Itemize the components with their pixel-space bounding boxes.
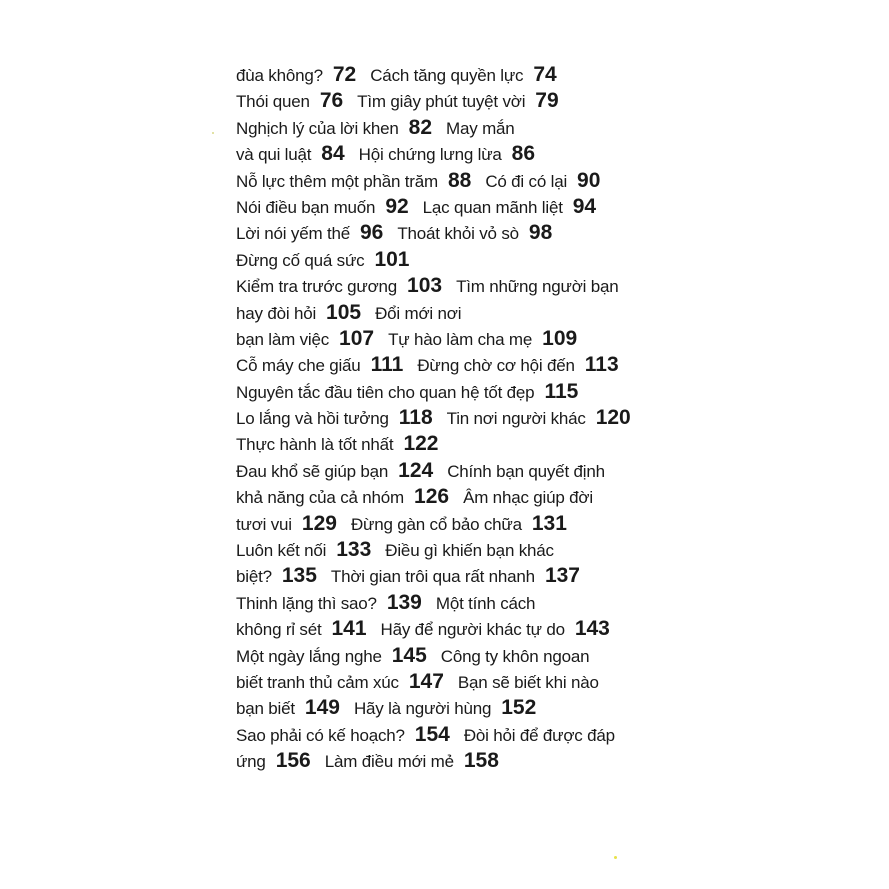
entry-title: Đừng cố quá sức bbox=[236, 250, 365, 270]
entry-title: hay đòi hỏi bbox=[236, 303, 317, 323]
entry-title: Đừng gàn cổ bảo chữa bbox=[350, 514, 522, 534]
page-number: 113 bbox=[584, 353, 619, 377]
page-number: 107 bbox=[339, 326, 375, 350]
entry-title: không rỉ sét bbox=[236, 620, 322, 640]
entry-title: Hãy là người hùng bbox=[353, 699, 492, 719]
page-number: 94 bbox=[572, 194, 597, 218]
toc-line bbox=[236, 511, 676, 537]
page-number: 122 bbox=[403, 432, 439, 456]
speck bbox=[614, 856, 617, 859]
toc-line bbox=[236, 194, 676, 220]
toc-line bbox=[236, 273, 676, 299]
entry-title: Cỗ máy che giấu bbox=[236, 356, 361, 376]
entry-title: Điều gì khiến bạn khác bbox=[385, 541, 554, 561]
entry-title: Tìm giây phút tuyệt vời bbox=[357, 92, 526, 112]
page-number: 88 bbox=[447, 168, 472, 192]
toc-line bbox=[236, 220, 676, 246]
entry-title: Lạc quan mãnh liệt bbox=[422, 197, 563, 217]
entry-title: Chính bạn quyết định bbox=[447, 461, 605, 481]
entry-title: Tự hào làm cha mẹ bbox=[388, 329, 533, 349]
entry-title: Một tính cách bbox=[435, 593, 536, 613]
page-number: 120 bbox=[595, 406, 631, 430]
entry-title: May mắn bbox=[446, 118, 515, 138]
page-number: 79 bbox=[535, 89, 559, 113]
toc-line bbox=[236, 695, 676, 721]
toc-line bbox=[236, 484, 676, 510]
entry-title: Làm điều mới mẻ bbox=[324, 752, 454, 772]
page-number: 149 bbox=[304, 696, 340, 720]
entry-title: Đổi mới nơi bbox=[375, 303, 462, 323]
page-number: 152 bbox=[501, 696, 537, 720]
entry-title: Có đi có lại bbox=[485, 171, 568, 191]
page-number: 82 bbox=[408, 115, 433, 139]
page-number: 98 bbox=[528, 221, 553, 245]
toc-line bbox=[236, 405, 676, 431]
page-number: 137 bbox=[544, 564, 580, 588]
entry-title: bạn làm việc bbox=[236, 329, 330, 349]
toc-line bbox=[236, 458, 676, 484]
page-number: 147 bbox=[408, 669, 444, 693]
page-number: 109 bbox=[542, 326, 578, 350]
toc-line bbox=[236, 537, 676, 563]
entry-title: Cách tăng quyền lực bbox=[370, 66, 524, 85]
toc-line bbox=[236, 563, 676, 589]
page-number: 72 bbox=[332, 63, 357, 86]
page-number: 158 bbox=[463, 749, 499, 773]
entry-title: Lời nói yếm thế bbox=[236, 224, 350, 244]
entry-title: Âm nhạc giúp đời bbox=[463, 488, 593, 508]
page-number: 124 bbox=[398, 458, 434, 482]
toc-line bbox=[236, 247, 676, 273]
page-number: 156 bbox=[275, 749, 311, 773]
entry-title: Thực hành là tốt nhất bbox=[236, 435, 394, 455]
table-of-contents bbox=[236, 62, 676, 775]
page-number: 76 bbox=[319, 89, 344, 113]
entry-title: khả năng của cả nhóm bbox=[236, 488, 405, 508]
page-number: 96 bbox=[359, 221, 384, 245]
entry-title: biết tranh thủ cảm xúc bbox=[236, 672, 399, 692]
page-number: 92 bbox=[385, 194, 409, 218]
page-number: 90 bbox=[577, 168, 601, 192]
toc-line bbox=[236, 141, 676, 167]
entry-title: Nguyên tắc đầu tiên cho quan hệ tốt đẹp bbox=[236, 382, 535, 402]
page-number: 86 bbox=[511, 142, 536, 166]
entry-title: Tìm những người bạn bbox=[456, 277, 619, 297]
entry-title: đùa không? bbox=[236, 66, 323, 85]
toc-line bbox=[236, 616, 676, 642]
page-number: 118 bbox=[398, 406, 433, 430]
toc-line bbox=[236, 88, 676, 114]
toc-line bbox=[236, 62, 676, 88]
entry-title: Nghịch lý của lời khen bbox=[236, 118, 399, 138]
entry-title: Thời gian trôi qua rất nhanh bbox=[330, 567, 535, 587]
page-number: 74 bbox=[533, 63, 557, 86]
toc-line bbox=[236, 352, 676, 378]
entry-title: và qui luật bbox=[236, 145, 312, 165]
entry-title: bạn biết bbox=[236, 699, 295, 719]
page-number: 101 bbox=[374, 247, 410, 271]
entry-title: Thoát khỏi vỏ sò bbox=[397, 224, 519, 244]
toc-line bbox=[236, 748, 676, 774]
entry-title: Công ty khôn ngoan bbox=[440, 646, 590, 666]
toc-line bbox=[236, 326, 676, 352]
page-number: 115 bbox=[544, 379, 579, 403]
entry-title: Một ngày lắng nghe bbox=[236, 646, 382, 666]
entry-title: Hội chứng lưng lừa bbox=[358, 145, 502, 165]
page-number: 145 bbox=[391, 643, 427, 667]
page-number: 154 bbox=[414, 722, 450, 746]
page-number: 135 bbox=[281, 564, 317, 588]
entry-title: Hãy để người khác tự do bbox=[380, 620, 565, 640]
entry-title: Luôn kết nối bbox=[236, 541, 327, 561]
toc-line bbox=[236, 379, 676, 405]
page-number: 105 bbox=[326, 300, 362, 324]
entry-title: tươi vui bbox=[236, 514, 292, 534]
entry-title: Nỗ lực thêm một phần trăm bbox=[236, 171, 438, 191]
entry-title: Sao phải có kế hoạch? bbox=[236, 725, 405, 745]
toc-line bbox=[236, 722, 676, 748]
entry-title: Bạn sẽ biết khi nào bbox=[457, 672, 599, 692]
toc-line bbox=[236, 669, 676, 695]
page-number: 129 bbox=[301, 511, 337, 535]
toc-line bbox=[236, 643, 676, 669]
entry-title: Lo lắng và hồi tưởng bbox=[236, 409, 389, 429]
entry-title: Tin nơi người khác bbox=[446, 409, 586, 429]
toc-line bbox=[236, 300, 676, 326]
toc-line bbox=[236, 431, 676, 457]
page-number: 103 bbox=[407, 274, 443, 298]
toc-line bbox=[236, 590, 676, 616]
entry-title: Đau khổ sẽ giúp bạn bbox=[236, 461, 389, 481]
page-number: 133 bbox=[336, 538, 372, 562]
page-number: 139 bbox=[386, 590, 422, 614]
entry-title: Đừng chờ cơ hội đến bbox=[417, 356, 575, 376]
entry-title: Kiểm tra trước gương bbox=[236, 277, 398, 297]
page-number: 126 bbox=[414, 485, 450, 509]
toc-line bbox=[236, 168, 676, 194]
entry-title: Đòi hỏi để được đáp bbox=[463, 725, 615, 745]
page-number: 84 bbox=[321, 142, 345, 166]
entry-title: Thói quen bbox=[236, 92, 310, 112]
page-number: 131 bbox=[531, 511, 567, 535]
entry-title: Nói điều bạn muốn bbox=[236, 197, 376, 217]
toc-line bbox=[236, 115, 676, 141]
entry-title: Thinh lặng thì sao? bbox=[236, 593, 377, 613]
page-number: 111 bbox=[370, 353, 404, 377]
page-number: 143 bbox=[574, 617, 610, 641]
speck bbox=[212, 132, 214, 134]
entry-title: biệt? bbox=[236, 567, 272, 587]
page-number: 141 bbox=[331, 617, 367, 641]
entry-title: ứng bbox=[236, 752, 266, 772]
